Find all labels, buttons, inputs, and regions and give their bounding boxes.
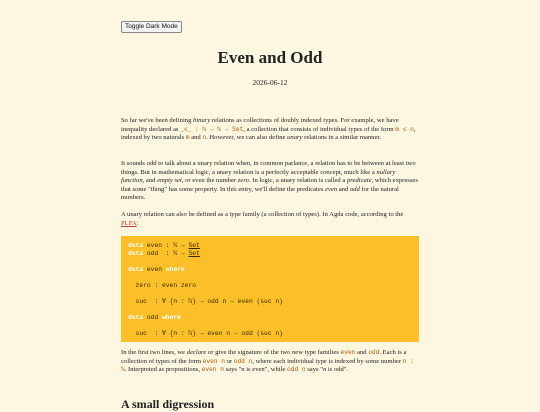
paragraph-intro bbox=[121, 117, 419, 143]
code-block bbox=[121, 236, 419, 342]
keyword: data bbox=[128, 242, 144, 249]
text: : bbox=[136, 219, 139, 227]
inline-code: _≤_ : ℕ → ℕ → Set bbox=[180, 125, 244, 133]
inline-code: odd n bbox=[233, 357, 253, 365]
text: or bbox=[224, 357, 234, 365]
inline-code: odd bbox=[368, 349, 380, 356]
inline-code: even n bbox=[202, 357, 225, 365]
inline-code: m bbox=[185, 134, 190, 141]
plfa-link[interactable]: PLFA bbox=[121, 219, 137, 227]
text: and bbox=[355, 349, 369, 356]
paragraph-type-family bbox=[121, 211, 419, 228]
inline-code: odd n bbox=[287, 366, 306, 373]
text: , indexed by two naturals bbox=[121, 125, 416, 141]
keyword: data bbox=[128, 250, 144, 257]
section-heading: A small digression bbox=[121, 397, 215, 411]
set-link[interactable]: Set bbox=[188, 250, 200, 257]
text: , a collection that consists of individual types of the form bbox=[243, 125, 396, 133]
text: relations in a similar manner. bbox=[302, 134, 381, 141]
code-text: odd : ℕ → bbox=[143, 250, 189, 257]
text-emphasis: predicate bbox=[346, 177, 372, 184]
code-line bbox=[128, 242, 200, 249]
code-text: odd bbox=[143, 314, 163, 321]
keyword: data bbox=[128, 266, 144, 273]
code-line bbox=[128, 266, 185, 273]
code-line bbox=[128, 250, 200, 257]
inline-code: even n bbox=[201, 366, 224, 373]
text: So far we've been defining bbox=[121, 117, 194, 124]
text: . In logic, a unary relation is called a bbox=[248, 177, 347, 184]
text-emphasis: nullary function bbox=[121, 168, 396, 184]
text-emphasis: zero bbox=[237, 177, 249, 184]
keyword: where bbox=[162, 314, 181, 321]
code-line bbox=[128, 314, 181, 321]
code-text: even : ℕ → bbox=[143, 242, 189, 249]
post-date: 2026-06-12 bbox=[252, 78, 288, 87]
text-emphasis: odd bbox=[349, 185, 360, 193]
text: for the natural numbers. bbox=[121, 185, 399, 201]
text-emphasis: declare bbox=[186, 349, 207, 356]
page-title: Even and Odd bbox=[217, 48, 323, 67]
text: and bbox=[189, 134, 203, 141]
text: says "n is odd". bbox=[305, 366, 349, 373]
text: says "n is even", while bbox=[223, 366, 288, 373]
text-emphasis: empty set bbox=[157, 177, 182, 184]
text: relations as collections of doubly indexed types. For example, we have inequality declared as bbox=[121, 117, 399, 133]
code-line: zero : even zero bbox=[128, 282, 197, 289]
text: In the first two lines, we bbox=[121, 349, 187, 356]
text: and bbox=[337, 185, 350, 193]
text: . However, we can also define bbox=[206, 134, 288, 141]
text: , and bbox=[142, 177, 158, 184]
code-line: suc : ∀ {n : ℕ} → even n → odd (suc n) bbox=[128, 330, 283, 337]
text: A unary relation can also be defined as a type family (a collection of types). In Agda code, according to the bbox=[121, 211, 404, 218]
keyword: where bbox=[165, 266, 185, 273]
set-link[interactable]: Set bbox=[188, 242, 200, 249]
text-emphasis: binary bbox=[193, 117, 211, 124]
code-line: suc : ∀ {n : ℕ} → odd n → even (suc n) bbox=[128, 298, 283, 305]
text: or give the signature of the two new type families bbox=[206, 349, 341, 356]
text: . Interpreted as propositions, bbox=[124, 366, 202, 373]
inline-code: m ≤ n bbox=[395, 125, 414, 133]
text: , where each individual type is indexed by some number bbox=[252, 357, 403, 365]
inline-code: n : ℕ bbox=[121, 357, 414, 373]
text: It sounds odd to talk about a unary relation when, in common parlance, a relation has to be between at least two things. But in mathematical logic, a unary relation is a perfectly acceptable concept, much like a bbox=[121, 160, 416, 176]
toggle-dark-mode-button[interactable]: Toggle Dark Mode bbox=[121, 21, 182, 33]
code-text: even bbox=[143, 266, 166, 273]
text: , or even the number bbox=[181, 177, 238, 184]
text: . Each is a collection of types of the form bbox=[121, 349, 407, 365]
inline-code: even bbox=[340, 349, 356, 356]
text-emphasis: even bbox=[325, 185, 338, 193]
text: , which expresses that some "thing" has some property. In this entry, we'll define the predicates bbox=[121, 177, 418, 193]
inline-code: n bbox=[202, 134, 207, 141]
keyword: data bbox=[128, 314, 144, 321]
paragraph-predicates bbox=[121, 160, 419, 203]
paragraph-explanation bbox=[121, 349, 419, 375]
text-emphasis: unary bbox=[287, 134, 303, 141]
